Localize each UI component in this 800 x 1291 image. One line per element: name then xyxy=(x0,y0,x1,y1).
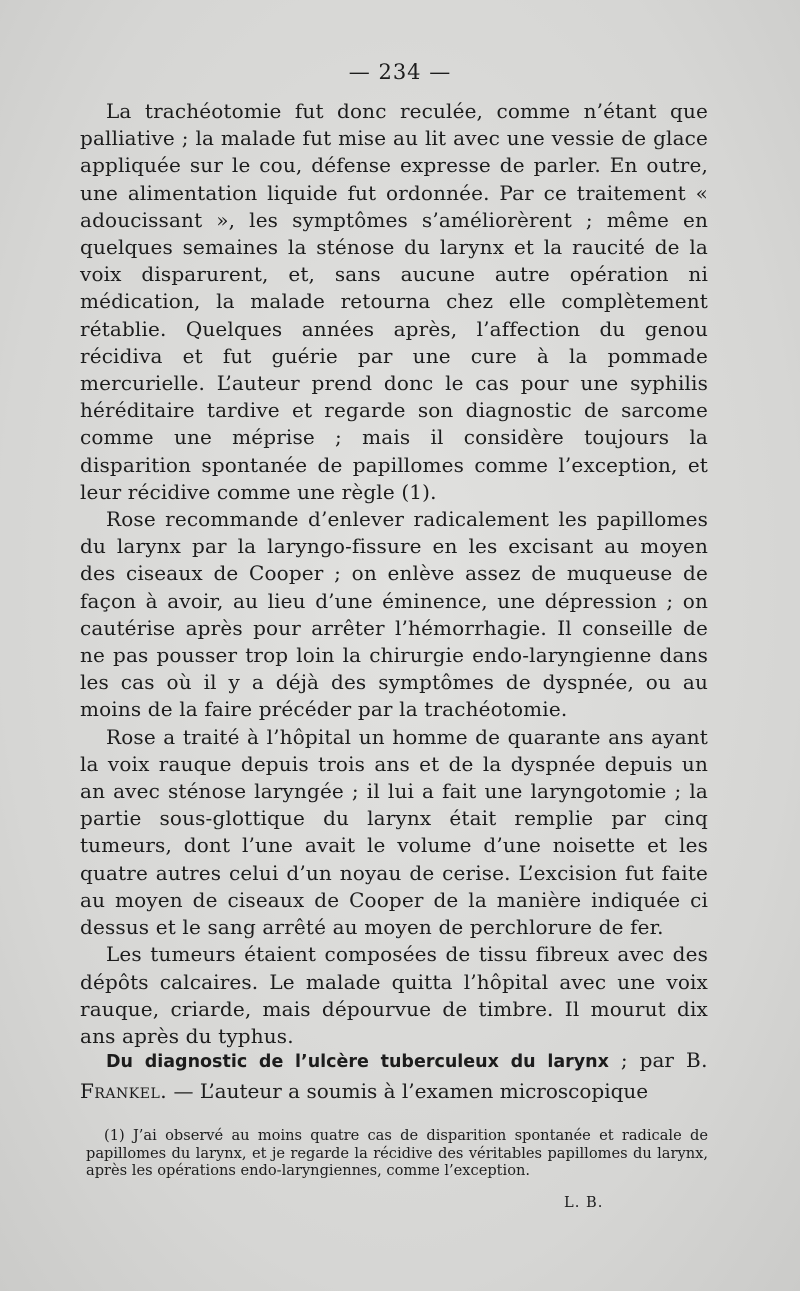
article-summary xyxy=(80,1046,708,1106)
article-author: B. Frankel. xyxy=(80,1048,708,1103)
article-joiner: ; par xyxy=(608,1048,686,1072)
paragraph: Rose recommande d’enlever radicalement les papillomes du larynx par la laryngo-fissure en les excisant au moyen des ciseaux de Cooper ; on enlève assez de muqueuse de façon à avoir, au lieu d’une éminence, une dépression ; on cautérise après pour arrêter l’hémorrhagie. Il conseille de ne pas pousser trop loin la chirurgie endo-laryngienne dans les cas où il y a déjà des symptômes de dyspnée, ou au moins de la faire précéder par la trachéotomie. xyxy=(80,507,708,722)
paragraph: Les tumeurs étaient composées de tissu fibreux avec des dépôts calcaires. Le malade quitta l’hôpital avec une voix rauque, criarde, mais dépourvue de timbre. Il mourut dix ans après du typhus. xyxy=(80,942,708,1048)
paragraph: Rose a traité à l’hôpital un homme de quarante ans ayant la voix rauque depuis trois ans et de la dyspnée depuis un an avec sténose laryngée ; il lui a fait une laryngotomie ; la partie sous-glottique du larynx était remplie par cinq tumeurs, dont l’une avait le volume d’une noisette et les quatre autres celui d’un noyau de cerise. L’excision fut faite au moyen de ciseaux de Cooper de la manière indiquée ci dessus et le sang arrêté au moyen de perchlorure de fer. xyxy=(80,724,708,940)
footnote-signature: L. B. xyxy=(564,1194,604,1211)
article-text: — L’auteur a soumis à l’examen microscopique xyxy=(167,1079,649,1103)
footnote: (1) J’ai observé au moins quatre cas de disparition spontanée et radicale de papillomes du larynx, et je regarde la récidive des véritables papillomes du larynx, après les opérations endo-laryngiennes, comme l’exception. xyxy=(86,1127,708,1179)
page-number: — 234 — xyxy=(348,60,452,84)
paragraph: La trachéotomie fut donc reculée, comme n’étant que palliative ; la malade fut mise au lit avec une vessie de glace appliquée sur le cou, défense expresse de parler. En outre, une alimentation liquide fut ordonnée. Par ce traitement « adoucissant », les symptômes s’améliorèrent ; même en quelques semaines la sténose du larynx et la raucité de la voix disparurent, et, sans aucune autre opération ni médication, la malade retourna chez elle complètement rétablie. Quelques années après, l’affection du genou récidiva et fut guérie par une cure à la pommade mercurielle. L’auteur prend donc le cas pour une syphilis héréditaire tardive et regarde son diagnostic de sarcome comme une méprise ; mais il considère toujours la disparition spontanée de papillomes comme l’exception, et leur récidive comme une règle (1). xyxy=(80,99,708,504)
body-text xyxy=(80,98,708,1050)
article-heading: Du diagnostic de l’ulcère tuberculeux du larynx xyxy=(106,1052,609,1072)
